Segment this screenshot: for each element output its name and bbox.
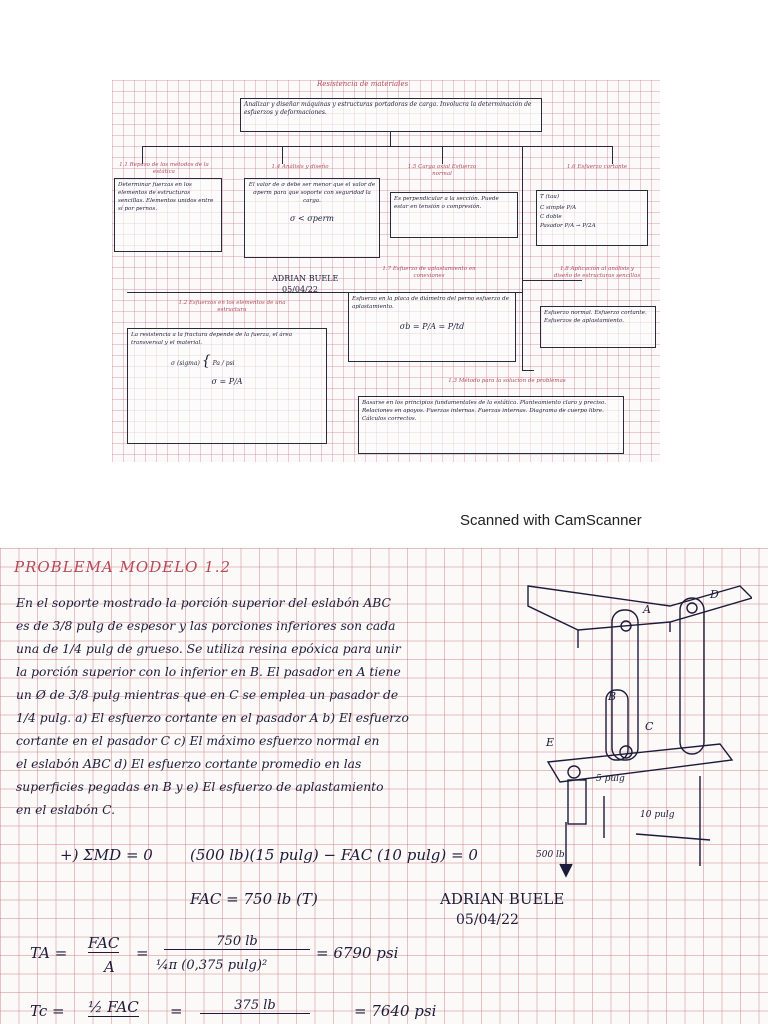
box-1-6-line1: T (tau) <box>540 194 560 200</box>
bottom-bar <box>548 744 732 782</box>
dim-label-10: 10 pulg <box>640 810 675 820</box>
tc-label: Tc = <box>30 1002 65 1020</box>
box-1-5 <box>390 192 518 238</box>
fac-result: FAC = 750 lb (T) <box>190 890 318 908</box>
box-1-2-sigma-row: σ (sigma) { Pa / psi <box>171 353 235 369</box>
heading-1-7: 1.7 Esfuerzo de aplastamiento en conexiones <box>382 266 476 279</box>
box-1-7 <box>348 292 516 362</box>
author-name: ADRIAN BUELE <box>272 274 339 283</box>
heading-1-8: 1.8 Aplicación al análisis y diseño de estructuras sencillas <box>553 266 641 279</box>
load-label: 500 lb <box>536 850 565 860</box>
box-1-6-line2: C simple P/A <box>540 205 577 211</box>
connector-mid2-drop <box>442 146 443 164</box>
problem-date: 05/04/22 <box>456 912 519 928</box>
connector-spine-branch-right <box>522 280 582 281</box>
pin-e <box>568 766 580 778</box>
statement-line-9: superficies pegadas en B y e) El esfuerzo de aplastamiento <box>16 780 384 794</box>
statement-line-5: un Ø de 3/8 pulg mientras que en C se emplea un pasador de <box>16 688 399 702</box>
ta-result: = 6790 psi <box>316 944 399 962</box>
tc-frac: ½ FAC <box>88 998 139 1016</box>
main-box <box>240 98 542 132</box>
problem-sheet <box>0 548 768 1024</box>
box-1-8 <box>540 306 656 348</box>
concept-map-title: Resistencia de materiales <box>317 80 409 88</box>
box-1-1-text: Determinar fuerzas en los elementos de estructuras sencillas. Elementos unidos entre sí por pernos. <box>118 182 214 212</box>
box-1-4 <box>244 178 380 258</box>
box-1-2-unit-pa: Pa <box>212 360 220 367</box>
statement-line-6: 1/4 pulg. a) El esfuerzo cortante en el pasador A b) El esfuerzo <box>16 711 409 725</box>
box-1-2-unit-psi: psi <box>225 360 235 367</box>
problem-title: PROBLEMA MODELO 1.2 <box>14 558 232 576</box>
author-date: 05/04/22 <box>282 285 318 294</box>
link-abc <box>612 610 638 760</box>
dim-line-2 <box>636 834 710 840</box>
label-e: E <box>546 736 555 749</box>
box-1-8-text: Esfuerzo normal. Esfuerzo cortante. Esfuerzos de aplastamiento. <box>544 310 647 324</box>
ta-frac-den: A <box>104 958 115 976</box>
box-1-6-line3: C doble <box>540 214 562 220</box>
box-1-4-formula: σ < σperm <box>290 214 334 223</box>
box-1-6 <box>536 190 648 246</box>
connector-top-bar <box>142 146 612 147</box>
label-b: B <box>608 690 617 703</box>
ta-num: 750 lb <box>164 934 310 950</box>
ta-frac-num: FAC <box>88 934 120 952</box>
tc-result: = 7640 psi <box>354 1002 437 1020</box>
box-1-2 <box>127 328 327 444</box>
tc-equals: = <box>170 1002 183 1020</box>
pin-d <box>687 603 697 613</box>
connector-mid1-drop <box>282 146 283 164</box>
heading-1-5: 1.5 Carga axial Esfuerzo normal <box>407 164 477 177</box>
heading-1-2: 1.2 Esfuerzos en los elementos de una estructura <box>178 300 286 313</box>
box-1-6-line4: Pasador P/A → P/2A <box>540 223 596 229</box>
heading-1-1: 1.1 Repaso de los métodos de la estática <box>119 162 209 175</box>
problem-author: ADRIAN BUELE <box>440 890 565 908</box>
ta-equals: = <box>136 944 149 962</box>
box-1-4-text: El valor de σ debe ser menor que el valor de σperm para que soporte con seguridad la carga. <box>248 182 376 204</box>
statement-line-4: la porción superior con lo inferior en B. El pasador en A tiene <box>16 665 401 679</box>
heading-1-3: 1.3 Método para la solución de problemas <box>448 378 566 384</box>
statement-line-7: cortante en el pasador C c) El máximo esfuerzo normal en <box>16 734 380 748</box>
label-c: C <box>645 720 654 733</box>
ta-label: TA = <box>30 944 68 962</box>
box-1-3-text: Basarse en los principios fundamentales de la estática. Planteamiento claro y preciso. Relaciones en apoyos. Fuerzas internas. Fuerzas internas. Diagrama de cuerpo libre. Cálculos correctos. <box>362 400 607 422</box>
box-1-7-formula: σb = P/A = P/td <box>399 322 465 331</box>
connector-trunk <box>390 132 391 146</box>
connector-spine-low <box>522 370 534 371</box>
statement-line-3: una de 1/4 pulg de grueso. Se utiliza resina epóxica para unir <box>16 642 401 656</box>
box-1-2-sigma: σ (sigma) <box>171 360 200 367</box>
main-text: Analizar y diseñar máquinas y estructuras portadoras de carga. Involucra la determinación de esfuerzos y deformaciones. <box>244 101 532 116</box>
moment-eq-right: (500 lb)(15 pulg) − FAC (10 pulg) = 0 <box>190 846 478 864</box>
label-d: D <box>710 588 719 601</box>
tc-num: 375 lb <box>200 998 310 1014</box>
dim-label-5: 5 pulg <box>596 774 625 784</box>
box-1-2-text: La resistencia a la fractura depende de la fuerza, el área transversal y el material. <box>131 332 293 346</box>
connector-spine <box>522 146 523 370</box>
heading-1-4: 1.4 Análisis y diseño <box>271 164 329 170</box>
moment-eq-left: +) ΣMD = 0 <box>60 846 153 864</box>
label-a: A <box>643 603 651 616</box>
load-arrow-head <box>560 864 572 876</box>
camscanner-footer: Scanned with CamScanner <box>460 512 642 529</box>
concept-map-sheet <box>112 80 660 462</box>
statement-line-10: en el eslabón C. <box>16 803 116 817</box>
hanger <box>568 780 586 824</box>
box-1-5-text: Es perpendicular a la sección. Puede estar en tensión o compresión. <box>394 196 499 210</box>
ta-den: ¼π (0,375 pulg)² <box>156 958 268 973</box>
link-d <box>680 598 704 754</box>
box-1-2-formula: σ = P/A <box>211 377 243 386</box>
box-1-7-text: Esfuerzo en la placa de diámetro del perno esfuerzo de aplastamiento. <box>352 296 509 310</box>
connector-right-drop <box>612 146 613 164</box>
statement-line-1: En el soporte mostrado la porción superior del eslabón ABC <box>16 596 391 610</box>
box-1-1 <box>114 178 222 252</box>
statement-line-8: el eslabón ABC d) El esfuerzo cortante promedio en las <box>16 757 362 771</box>
heading-1-6: 1.6 Esfuerzo cortante <box>566 164 628 170</box>
statement-line-2: es de 3/8 pulg de espesor y las porciones inferiores son cada <box>16 619 396 633</box>
box-1-3 <box>358 396 624 454</box>
